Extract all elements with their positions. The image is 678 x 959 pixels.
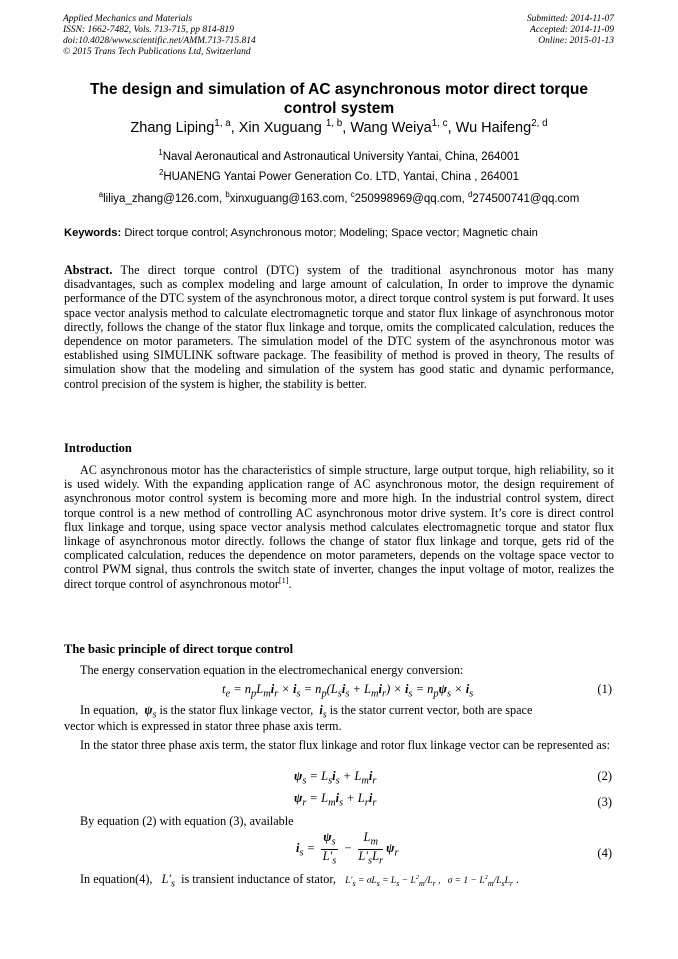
- email-link[interactable]: 250998969@qq.com: [354, 193, 462, 205]
- equation-number: (3): [597, 795, 612, 809]
- stator-paragraph: In the stator three phase axis term, the stator flux linkage and rotor flux linkage vector can be represented as:: [80, 738, 610, 752]
- author-name: Zhang Liping: [130, 120, 215, 136]
- equation-number: (1): [597, 682, 612, 696]
- intro-text: AC asynchronous motor has the characteristics of simple structure, large output torque, high reliability, so it is used widely. With the expanding application range of AC asynchronous motor, the design requirement of asynchronous motor control system is becoming more and more high. In the industrial control system, direct torque control is a new method of controlling AC asynchronous motor drive system. It’s core is direct control flux linkage and torque, using space vector analysis method calculates electromagnetic torque and stator flux linkage of asynchronous motor directly. follows the change of stator flux linkage and torque, gets rid of the complicated calculation, reduces the dependence on motor parameters, depends on the voltage space vector to control PWM signal, thus controls the switch state of inverter, changes the input voltage of motor, realizes the direct torque control of asynchronous motor: [64, 463, 614, 591]
- submitted-date: Submitted: 2014-11-07: [526, 14, 614, 24]
- affiliation-text: Naval Aeronautical and Astronautical University Yantai, China, 264001: [162, 151, 520, 163]
- journal-doi: doi:10.4028/www.scientific.net/AMM.713-715.814: [63, 36, 256, 46]
- journal-name: Applied Mechanics and Materials: [63, 14, 193, 24]
- intro-paragraph: AC asynchronous motor has the characteristics of simple structure, large output torque, high reliability, so it is used widely. With the expanding application range of AC asynchronous motor, the design requirement of asynchronous motor control system is becoming more and more high. In the industrial control system, direct torque control is a new method of controlling AC asynchronous motor drive system. It’s core is direct control flux linkage and torque, using space vector analysis method calculates electromagnetic torque and stator flux linkage of asynchronous motor directly. follows the change of stator flux linkage and torque, gets rid of the complicated calculation, reduces the dependence on motor parameters, depends on the voltage space vector to control PWM signal, thus controls the switch state of inverter, changes the input voltage of motor, realizes the direct torque control of asynchronous motor[1].: [64, 463, 614, 591]
- equation-3: $\psi_r = L_mi_s + L_ri_r$: [294, 791, 377, 809]
- journal-info: [63, 14, 256, 58]
- affiliation-text: HUANENG Yantai Power Generation Co. LTD, Yantai, China , 264001: [163, 171, 519, 183]
- author-sup: 1, b: [325, 118, 343, 130]
- email-list: $^a$liliya_zhang@126.com, $^b$xinxuguang@163.com, $^c$250998969@qq.com, $^d$274500741@qq.com: [98, 190, 580, 205]
- abstract-label: Abstract.: [64, 263, 113, 277]
- journal-issn: ISSN: 1662-7482, Vols. 713-715, pp 814-819: [63, 25, 234, 35]
- author-sup: 1, a: [214, 118, 231, 130]
- affiliation-1: [64, 150, 614, 164]
- text: In equation(4),: [80, 872, 153, 886]
- keywords: [64, 226, 614, 240]
- equation-4: $i_s$ = $\frac{\psi_s}{L'_s}$ − $\frac{L_m}{L'_sL_r}$ $\psi_r$: [296, 830, 399, 866]
- citation: [1]: [278, 575, 289, 585]
- text: In equation,: [80, 703, 139, 717]
- last-line: In equation(4), $L'_s$ is transient inductance of stator, $L'_s = \sigma L_s = L_s - L^2_m/L_r$ , $\sigma = 1 - L^2_m/L_sL_r$ .: [80, 872, 520, 890]
- journal-copyright: © 2015 Trans Tech Publications Ltd, Switzerland: [63, 47, 251, 57]
- author-name: Wang Weiya: [350, 120, 432, 136]
- text: is the stator current vector, both are space: [329, 703, 533, 717]
- author-name: Xin Xuguang: [238, 120, 322, 136]
- online-date: Online: 2015-01-13: [538, 36, 614, 46]
- email-sup: d: [467, 190, 473, 200]
- abstract-text: The direct torque control (DTC) system of the traditional asynchronous motor has many disadvantages, such as complex modeling and large amount of calculation, In order to improve the dynamic performance of the DTC system of the asynchronous motor, a direct torque control system is put forward. It uses space vector analysis method to calculate electromagnetic torque and stator flux linkage of asynchronous motor directly, follows the change of the stator flux linkage and torque, omits the complicated calculation, reduces the dependence on motor parameters. The simulation model of the DTC system of the asynchronous motor was established using SIMULINK software package. The feasibility of method is proved in theory, The results of simulation show that the modeling and simulation of the system has good static and dynamic performance, control precision of the system is higher, the stability is better.: [64, 263, 615, 391]
- basic-heading: The basic principle of direct torque control: [64, 642, 294, 656]
- author-name: Wu Haifeng: [455, 120, 532, 136]
- author-sup: 1, c: [431, 118, 448, 130]
- equation-1: $t_e = n_pL_mi_r \times i_s = n_p(L_si_s + L_mi_r) \times i_s = n_p\psi_s \times i_s$: [222, 682, 474, 700]
- email-link[interactable]: 274500741@qq.com: [472, 193, 580, 205]
- intro-heading: Introduction: [64, 441, 132, 455]
- text: is the stator flux linkage vector,: [159, 703, 314, 717]
- affiliation-2: [64, 170, 614, 184]
- affiliation-sup: 1: [158, 148, 163, 158]
- author-sup: 2, d: [531, 118, 548, 130]
- eq1-explain: In equation, $\psi_s$ is the stator flux linkage vector, $i_s$ is the stator current vector, both are space: [80, 703, 533, 721]
- equation-number: (4): [597, 846, 612, 860]
- email-link[interactable]: xinxuguang@163.com: [229, 193, 345, 205]
- energy-line: The energy conservation equation in the electromechanical energy conversion:: [80, 663, 464, 677]
- email-sup: c: [350, 190, 355, 200]
- equation-number: (2): [597, 769, 612, 783]
- dates-info: [527, 14, 614, 47]
- author-list: Zhang Liping$^{1, a}$, Xin Xuguang $^{1, b}$, Wang Weiya$^{1, c}$, Wu Haifeng$^{2, d}$: [130, 118, 548, 136]
- email-sup: b: [225, 190, 230, 200]
- email-sup: a: [98, 190, 104, 200]
- keywords-label: Keywords:: [64, 227, 122, 239]
- inline-formula: $L'_s = \sigma L_s = L_s - L^2_m/L_r$ , $\sigma = 1 - L^2_m/L_sL_r$: [345, 873, 513, 888]
- eq1-explain-cont: vector which is expressed in stator three phase axis term.: [64, 719, 342, 733]
- text: is transient inductance of stator,: [181, 872, 336, 886]
- affiliation-sup: 2: [159, 168, 164, 178]
- paper-title: The design and simulation of AC asynchronous motor direct torque control system: [89, 81, 589, 117]
- accepted-date: Accepted: 2014-11-09: [530, 25, 614, 35]
- abstract: [64, 263, 614, 391]
- equation-2: $\psi_s = L_si_s + L_mi_r$: [294, 769, 377, 787]
- by-equation-line: By equation (2) with equation (3), available: [80, 814, 294, 828]
- keywords-text: Direct torque control; Asynchronous motor; Modeling; Space vector; Magnetic chain: [124, 227, 538, 239]
- email-link[interactable]: liliya_zhang@126.com: [103, 193, 219, 205]
